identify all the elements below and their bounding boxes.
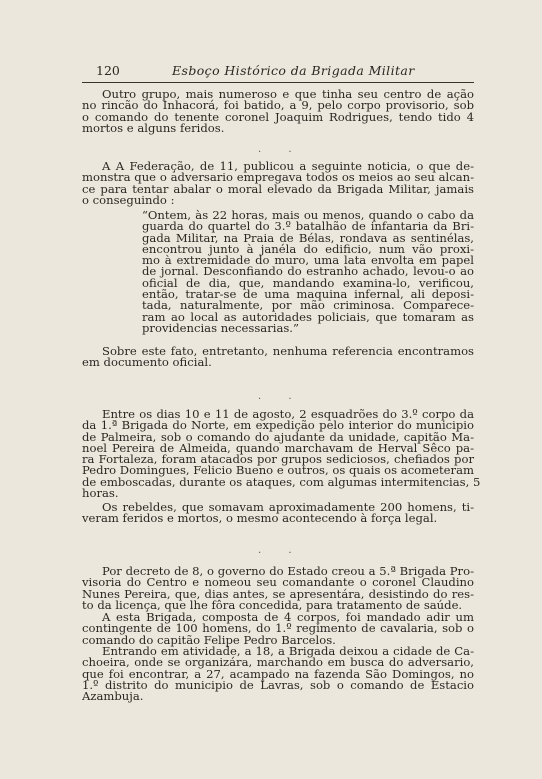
page-number: 120 <box>96 63 120 78</box>
text-line: visoria do Centro e nomeou seu comandante o coronel Claudino <box>82 575 474 590</box>
text-line: ram ao local as autoridades policiais, que tomaram as <box>142 309 474 324</box>
text-line: mortos e alguns feridos. <box>82 120 225 135</box>
text-line: A A Federação, de 11, publicou a seguinte noticia, o que de- <box>102 159 474 173</box>
text-line: Entre os dias 10 e 11 de agosto, 2 esquadrões do 3.º corpo da <box>102 407 474 421</box>
text-line: Por decreto de 8, o governo do Estado creou a 5.ª Brigada Pro- <box>102 564 474 578</box>
section-separator: . . <box>258 144 304 155</box>
text-line: de Palmeira, sob o comando do ajudante da unidade, capitão Ma- <box>82 429 474 444</box>
text-line: então, tratar-se de uma maquina infernal, ali deposi- <box>142 287 474 302</box>
paragraph-4 <box>82 407 481 501</box>
text-line: ce para tentar abalar o moral elevado da Brigada Militar, jamais <box>82 181 474 196</box>
text-line: da 1.ª Brigada do Norte, em expedição pelo interior do municipio <box>82 418 474 433</box>
text-line: noel Pereira de Almeida, quando marchavam de Herval Sêco pa- <box>82 440 474 455</box>
text-line: Pedro Domingues, Felicio Bueno e outros, os quais os acometeram <box>82 463 474 478</box>
text-line: Outro grupo, mais numeroso e que tinha seu centro de ação <box>102 87 474 101</box>
text-line: veram feridos e mortos, o mesmo acontecendo à força legal. <box>82 511 438 526</box>
text-line: horas. <box>82 486 119 501</box>
text-line: no rincão do Inhacorá, foi batido, a 9, pelo corpo provisorio, sob <box>82 98 474 113</box>
text-line: to da licença, que lhe fôra concedida, para tratamento de saúde. <box>82 597 463 612</box>
paragraph-5 <box>82 502 474 525</box>
text-line: Azambuja. <box>82 689 144 704</box>
text-line: “Ontem, às 22 horas, mais ou menos, quando o cabo da <box>142 208 474 222</box>
text-line: de emboscadas, durante os ataques, com algumas intermitencias, 5 <box>82 474 481 489</box>
text-line: comando do capitão Felipe Pedro Barcelos. <box>82 632 336 647</box>
text-line: 1.º distrito do municipio de Lavras, sob o comando de Estacio <box>82 677 474 692</box>
text-line: o conseguindo : <box>82 192 175 207</box>
text-line: gada Militar, na Praia de Bélas, rondava as sentinélas, <box>142 230 474 245</box>
text-line: o comando do tenente coronel Joaquim Rodrigues, tendo tido 4 <box>82 109 474 124</box>
text-line: Entrando em atividade, a 18, a Brigada deixou a cidade de Ca- <box>102 644 474 658</box>
text-line: providencias necessarias.” <box>142 320 299 335</box>
text-line: em documento oficial. <box>82 355 212 370</box>
text-line: ra Fortaleza, foram atacados por grupos sediciosos, chefiados por <box>82 452 474 467</box>
text-line: tada, naturalmente, por mão criminosa. Comparece- <box>142 298 474 313</box>
paragraph-2 <box>82 161 474 206</box>
text-line: monstra que o adversario empregava todos os meios ao seu alcan- <box>82 170 474 185</box>
paragraph-1 <box>82 89 474 134</box>
text-line: Os rebeldes, que somavam aproximadamente 200 homens, ti- <box>102 500 474 514</box>
paragraph-8 <box>82 646 474 702</box>
paragraph-6 <box>82 566 474 611</box>
text-line: guarda do quartel do 3.º batalhão de infantaria da Bri- <box>142 219 474 234</box>
text-line: de jornal. Desconfiando do estranho achado, levou-o ao <box>142 264 474 279</box>
text-line: que foi encontrar, a 27, acampado na fazenda São Domingos, no <box>82 666 474 681</box>
text-line: A esta Brigada, composta de 4 corpos, foi mandado adir um <box>102 610 474 624</box>
paragraph-3 <box>82 346 474 369</box>
section-separator: . . <box>258 545 304 556</box>
text-line: encontrou junto à janéla do edificio, num vão proxi- <box>142 241 474 256</box>
page-header <box>82 62 474 83</box>
text-line: Sobre este fato, entretanto, nenhuma referencia encontramos <box>102 344 474 358</box>
text-line: choeira, onde se organizára, marchando em busca do adversario, <box>82 655 474 670</box>
text-line: contingente de 100 homens, do 1.º regimento de cavalaria, sob o <box>82 621 474 636</box>
text-line: mo à extremidade do muro, uma lata envolta em papel <box>142 253 474 268</box>
quoted-notice <box>142 210 474 334</box>
section-separator: . . <box>258 391 304 402</box>
paragraph-7 <box>82 612 474 646</box>
running-title: Esboço Histórico da Brigada Militar <box>172 63 415 78</box>
text-line: Nunes Pereira, que, dias antes, se apresentára, desistindo do res- <box>82 586 474 601</box>
text-line: oficial de dia, que, mandando examina-lo, verificou, <box>142 275 474 290</box>
